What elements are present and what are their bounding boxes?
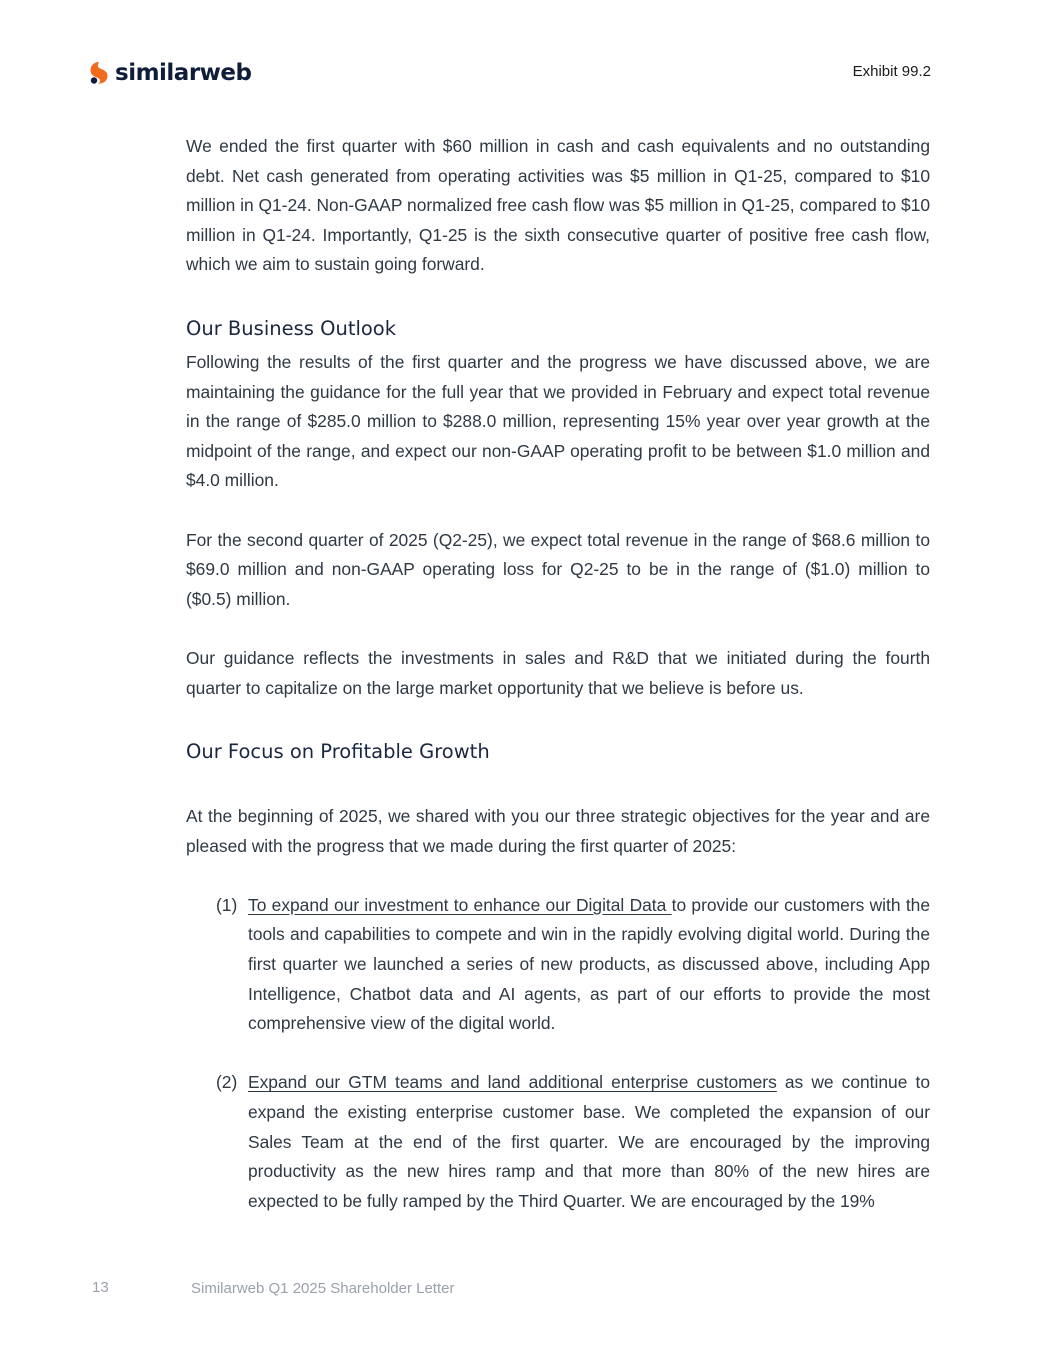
- objectives-intro-paragraph: At the beginning of 2025, we shared with you our three strategic objectives for the year and are pleased with the progress that we made during the first quarter of 2025:: [186, 806, 930, 856]
- similarweb-logo-icon: [89, 61, 109, 85]
- q2-guidance-paragraph: For the second quarter of 2025 (Q2-25), we expect total revenue in the range of $68.6 million to $69.0 million and non-GAAP operating loss for Q2-25 to be in the range of ($1.0) million to ($0.5) million.: [186, 529, 930, 609]
- page-number: 13: [92, 1279, 109, 1296]
- footer-title: Similarweb Q1 2025 Shareholder Letter: [191, 1280, 455, 1297]
- outlook-heading: Our Business Outlook: [186, 316, 397, 340]
- list-number: (1): [216, 894, 238, 915]
- list-item: [186, 891, 930, 1039]
- underlined-objective: Expand our GTM teams and land additional enterprise customers: [248, 1072, 777, 1093]
- objective-detail: as we continue to expand the existing enterprise customer base. We completed the expansion of our Sales Team at the end of the first quarter. We are encouraged by the improving productivity as the new hires ramp and that more than 80% of the new hires are expected to be fully ramped by the Third Quarter. We are encouraged by the 19%: [248, 1072, 930, 1211]
- growth-heading: Our Focus on Profitable Growth: [186, 740, 490, 764]
- investment-paragraph: Our guidance reflects the investments in sales and R&D that we initiated during the fourth quarter to capitalize on the large market opportunity that we believe is before us.: [186, 647, 930, 698]
- letter-body: [186, 132, 930, 1216]
- list-number: (2): [216, 1072, 238, 1093]
- cash-paragraph: We ended the first quarter with $60 million in cash and cash equivalents and no outstanding debt. Net cash generated from operating activities was $5 million in Q1-25, compared to $10 million in Q1-24. Non-GAAP normalized free cash flow was $5 million in Q1-25, compared to $10 million in Q1-24. Importantly, Q1-25 is the sixth consecutive quarter of positive free cash flow, which we aim to sustain going forward.: [186, 136, 930, 275]
- underlined-objective: To expand our investment to enhance our Digital Data: [248, 894, 672, 915]
- list-item-text: [248, 891, 930, 1039]
- list-item: [186, 1068, 930, 1216]
- company-logo: [89, 58, 251, 88]
- logo-wordmark: similarweb: [115, 59, 252, 86]
- objective-detail: to provide our customers with the tools and capabilities to compete and win in the rapidly evolving digital world. During the first quarter we launched a series of new products, as discussed above, including App Intelligence, Chatbot data and AI agents, as part of our efforts to provide the most comprehensive view of the digital world.: [248, 894, 930, 1034]
- exhibit-label: Exhibit 99.2: [852, 63, 931, 80]
- full-year-guidance-paragraph: Following the results of the first quarter and the progress we have discussed above, we are maintaining the guidance for the full year that we provided in February and expect total revenue in the range of $285.0 million to $288.0 million, representing 15% year over year growth at the midpoint of the range, and expect our non-GAAP operating profit to be between $1.0 million and $4.0 million.: [186, 351, 930, 491]
- list-item-text: [248, 1068, 930, 1216]
